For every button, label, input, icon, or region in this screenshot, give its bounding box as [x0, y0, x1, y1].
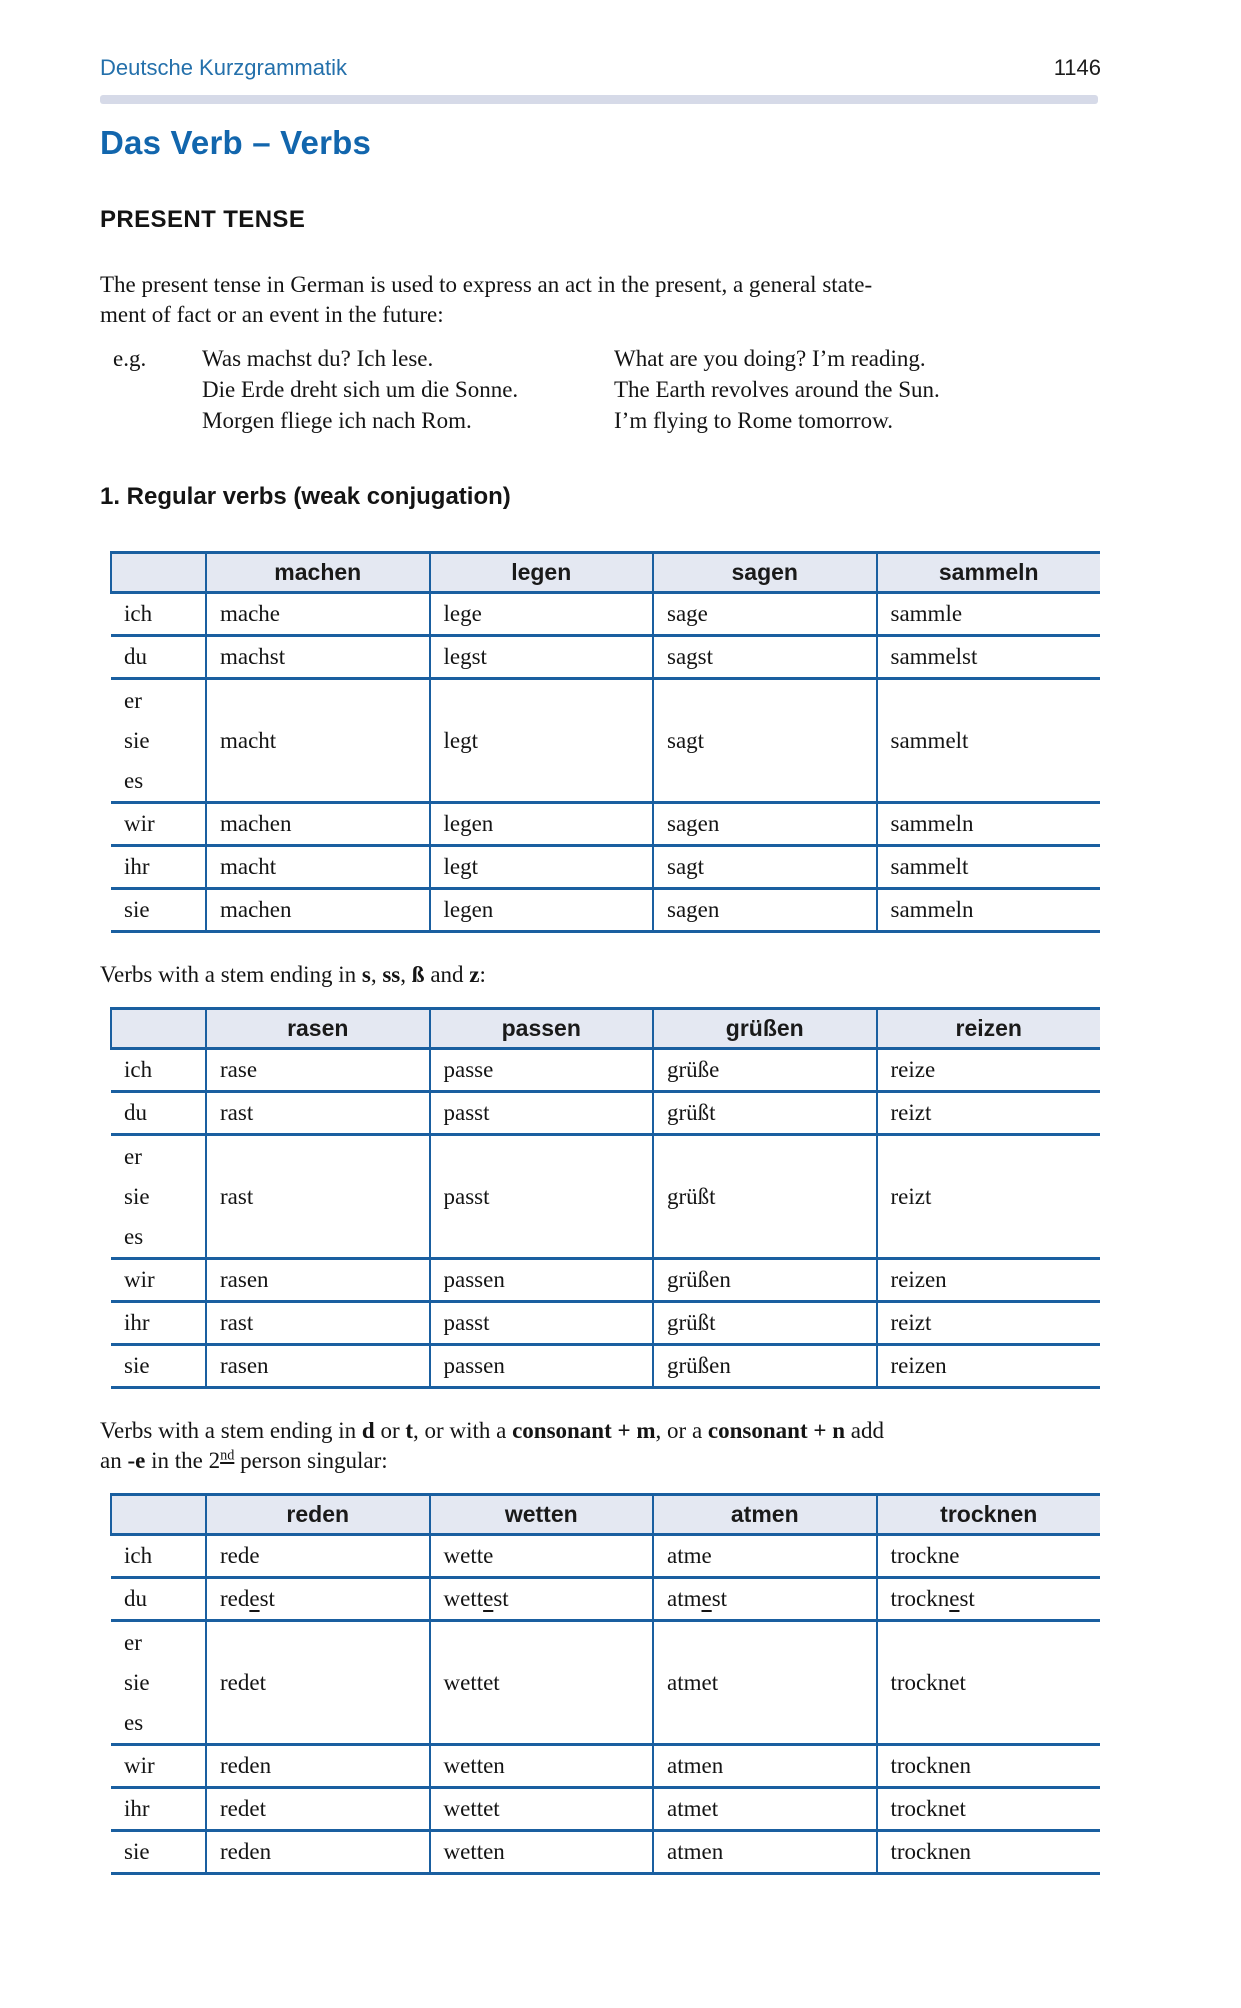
text-segment: in the 2 — [145, 1448, 221, 1473]
text-segment: -e — [127, 1448, 146, 1473]
verb-form-cell: legt — [430, 846, 654, 889]
text-segment: an — [100, 1448, 128, 1473]
table-row — [111, 1092, 1100, 1135]
text-segment: person singular: — [234, 1448, 388, 1473]
verb-form-cell: grüßt — [653, 1302, 877, 1345]
text-segment: ß — [411, 962, 425, 987]
verb-form-cell: passe — [430, 1049, 654, 1092]
conjugation-table-d-t-stems — [110, 1493, 1100, 1875]
pronoun-cell: sie — [111, 1345, 206, 1388]
verb-form-cell: atme — [653, 1535, 877, 1578]
text-segment: , — [400, 962, 412, 987]
verb-form-cell: atmen — [653, 1831, 877, 1874]
verb-form-cell: reize — [877, 1049, 1101, 1092]
verb-form-cell: grüßen — [653, 1259, 877, 1302]
table-header-row — [111, 1009, 1100, 1049]
conjugation-table-weak-verbs — [110, 551, 1100, 933]
pronoun-cell: wir — [111, 1745, 206, 1788]
verb-form-cell: legst — [430, 636, 654, 679]
verb-form-cell: trocknest — [877, 1578, 1101, 1621]
verb-form-cell: grüßt — [653, 1135, 877, 1259]
verb-form-cell: wette — [430, 1535, 654, 1578]
table-row — [111, 1345, 1100, 1388]
corner-cell — [111, 553, 206, 593]
page-number: 1146 — [1053, 55, 1101, 80]
table-row — [111, 1302, 1100, 1345]
verb-form-cell: trocknet — [877, 1788, 1101, 1831]
verb-header-cell: trocknen — [877, 1495, 1101, 1535]
text-segment: ss — [382, 962, 401, 987]
verb-form-cell: redet — [206, 1621, 430, 1745]
text-segment: consonant + m — [512, 1418, 656, 1443]
verb-form-cell: sammle — [877, 593, 1101, 636]
pronoun-cell: du — [111, 1092, 206, 1135]
table-row — [111, 1049, 1100, 1092]
table-row — [111, 1745, 1100, 1788]
pronoun-cell: wir — [111, 803, 206, 846]
verb-form-cell: grüße — [653, 1049, 877, 1092]
verb-form-cell: sammelt — [877, 846, 1101, 889]
table-row — [111, 1831, 1100, 1874]
verb-header-cell: atmen — [653, 1495, 877, 1535]
verb-form-cell: rasen — [206, 1345, 430, 1388]
verb-form-cell: sagen — [653, 889, 877, 932]
verb-form-cell: sagt — [653, 846, 877, 889]
page-title: Das Verb – Verbs — [100, 124, 372, 161]
verb-form-cell: wetten — [430, 1745, 654, 1788]
text-segment: t — [405, 1418, 414, 1443]
verb-form-cell: wettet — [430, 1788, 654, 1831]
verb-form-cell: sammelt — [877, 679, 1101, 803]
verb-form-cell: machen — [206, 889, 430, 932]
text-segment: add — [845, 1418, 884, 1443]
verb-form-cell: sage — [653, 593, 877, 636]
page-header — [100, 55, 1101, 81]
verb-form-cell: sammeln — [877, 803, 1101, 846]
example-german: Die Erde dreht sich um die Sonne. — [202, 377, 519, 402]
verb-form-cell: reizen — [877, 1259, 1101, 1302]
verb-form-cell: rast — [206, 1092, 430, 1135]
verb-form-cell: atmet — [653, 1788, 877, 1831]
verb-form-cell: rasen — [206, 1259, 430, 1302]
pronoun-cell: ich — [111, 1049, 206, 1092]
example-row — [100, 343, 1101, 374]
verb-form-cell: reizt — [877, 1135, 1101, 1259]
verb-header-cell: wetten — [430, 1495, 654, 1535]
text-segment: , — [370, 962, 383, 987]
header-rule-bar — [100, 95, 1098, 104]
table-row — [111, 1259, 1100, 1302]
example-row — [100, 405, 1101, 436]
verb-header-cell: passen — [430, 1009, 654, 1049]
verb-form-cell: machst — [206, 636, 430, 679]
verb-form-cell: trockne — [877, 1535, 1101, 1578]
text-segment: ment of fact or an event in the future: — [100, 302, 444, 327]
running-title: Deutsche Kurzgrammatik — [100, 55, 347, 80]
example-english: I’m flying to Rome tomorrow. — [614, 408, 893, 433]
verb-form-cell: redet — [206, 1788, 430, 1831]
table-row — [111, 1578, 1100, 1621]
table-row — [111, 679, 1100, 803]
verb-header-cell: machen — [206, 553, 430, 593]
verb-form-cell: reizen — [877, 1345, 1101, 1388]
verb-form-cell: reizt — [877, 1302, 1101, 1345]
verb-form-cell: sagt — [653, 679, 877, 803]
verb-form-cell: redest — [206, 1578, 430, 1621]
intro-paragraph — [100, 270, 1100, 330]
pronoun-cell: sie — [111, 1831, 206, 1874]
example-label — [100, 405, 202, 436]
pronoun-cell: er sie es — [111, 1621, 206, 1745]
pronoun-cell: ich — [111, 593, 206, 636]
verb-header-cell: grüßen — [653, 1009, 877, 1049]
table-row — [111, 636, 1100, 679]
text-segment: z — [469, 962, 480, 987]
verb-form-cell: passt — [430, 1135, 654, 1259]
verb-header-cell: reizen — [877, 1009, 1101, 1049]
text-segment: d — [361, 1418, 375, 1443]
verb-header-cell: legen — [430, 553, 654, 593]
verb-form-cell: wetten — [430, 1831, 654, 1874]
verb-form-cell: sammeln — [877, 889, 1101, 932]
pronoun-cell: ihr — [111, 1788, 206, 1831]
verb-header-cell: sammeln — [877, 553, 1101, 593]
verb-form-cell: machen — [206, 803, 430, 846]
table-row — [111, 1788, 1100, 1831]
verb-form-cell: macht — [206, 679, 430, 803]
pronoun-cell: du — [111, 636, 206, 679]
table-row — [111, 889, 1100, 932]
verb-form-cell: wettet — [430, 1621, 654, 1745]
pronoun-cell: er sie es — [111, 679, 206, 803]
pronoun-cell: er sie es — [111, 1135, 206, 1259]
verb-form-cell: sagen — [653, 803, 877, 846]
pronoun-cell: wir — [111, 1259, 206, 1302]
table-row — [111, 803, 1100, 846]
example-german: Morgen fliege ich nach Rom. — [202, 408, 472, 433]
corner-cell — [111, 1009, 206, 1049]
verb-form-cell: lege — [430, 593, 654, 636]
verb-form-cell: rast — [206, 1135, 430, 1259]
table-row — [111, 1621, 1100, 1745]
corner-cell — [111, 1495, 206, 1535]
text-segment: s — [361, 962, 371, 987]
verb-form-cell: trocknen — [877, 1745, 1101, 1788]
note-s-ss-stems — [100, 960, 1100, 990]
verb-form-cell: reden — [206, 1745, 430, 1788]
verb-form-cell: grüßt — [653, 1092, 877, 1135]
verb-form-cell: rase — [206, 1049, 430, 1092]
table-header-row — [111, 1495, 1100, 1535]
text-segment: Verbs with a stem ending in — [100, 1418, 362, 1443]
verb-form-cell: legen — [430, 803, 654, 846]
verb-form-cell: passt — [430, 1092, 654, 1135]
verb-form-cell: reden — [206, 1831, 430, 1874]
table-row — [111, 1535, 1100, 1578]
verb-form-cell: passen — [430, 1345, 654, 1388]
verb-form-cell: legen — [430, 889, 654, 932]
regular-verbs-heading: 1. Regular verbs (weak conjugation) — [100, 483, 511, 510]
conjugation-table-s-stems — [110, 1007, 1100, 1389]
text-segment: , or a — [655, 1418, 708, 1443]
verb-form-cell: passen — [430, 1259, 654, 1302]
example-english: What are you doing? I’m reading. — [614, 346, 926, 371]
pronoun-cell: sie — [111, 889, 206, 932]
verb-header-cell: rasen — [206, 1009, 430, 1049]
verb-form-cell: atmet — [653, 1621, 877, 1745]
table-header-row — [111, 553, 1100, 593]
verb-form-cell: legt — [430, 679, 654, 803]
examples-block — [100, 343, 1101, 436]
pronoun-cell: ich — [111, 1535, 206, 1578]
table-row — [111, 593, 1100, 636]
verb-form-cell: sagst — [653, 636, 877, 679]
verb-form-cell: rast — [206, 1302, 430, 1345]
verb-form-cell: trocknet — [877, 1621, 1101, 1745]
text-segment: nd — [220, 1447, 235, 1464]
text-segment: or — [374, 1418, 406, 1443]
verb-form-cell: macht — [206, 846, 430, 889]
verb-header-cell: reden — [206, 1495, 430, 1535]
text-segment: consonant + n — [707, 1418, 845, 1443]
example-label: e.g. — [113, 346, 147, 371]
verb-form-cell: atmen — [653, 1745, 877, 1788]
verb-form-cell: sammelst — [877, 636, 1101, 679]
text-segment: and — [424, 962, 470, 987]
text-segment: : — [479, 962, 486, 987]
example-german: Was machst du? Ich lese. — [202, 346, 434, 371]
table-row — [111, 1135, 1100, 1259]
pronoun-cell: ihr — [111, 846, 206, 889]
verb-form-cell: trocknen — [877, 1831, 1101, 1874]
verb-form-cell: atmest — [653, 1578, 877, 1621]
note-d-t-stems — [100, 1416, 1100, 1476]
verb-form-cell: grüßen — [653, 1345, 877, 1388]
example-row — [100, 374, 1101, 405]
text-segment: Verbs with a stem ending in — [100, 962, 362, 987]
pronoun-cell: du — [111, 1578, 206, 1621]
text-segment: The present tense in German is used to express an act in the present, a general state- — [100, 272, 873, 297]
example-label — [100, 374, 202, 405]
pronoun-cell: ihr — [111, 1302, 206, 1345]
verb-form-cell: rede — [206, 1535, 430, 1578]
example-english: The Earth revolves around the Sun. — [614, 377, 940, 402]
verb-header-cell: sagen — [653, 553, 877, 593]
present-tense-heading: PRESENT TENSE — [100, 206, 306, 233]
text-segment: , or with a — [413, 1418, 513, 1443]
verb-form-cell: wettest — [430, 1578, 654, 1621]
verb-form-cell: passt — [430, 1302, 654, 1345]
verb-form-cell: mache — [206, 593, 430, 636]
table-row — [111, 846, 1100, 889]
verb-form-cell: reizt — [877, 1092, 1101, 1135]
